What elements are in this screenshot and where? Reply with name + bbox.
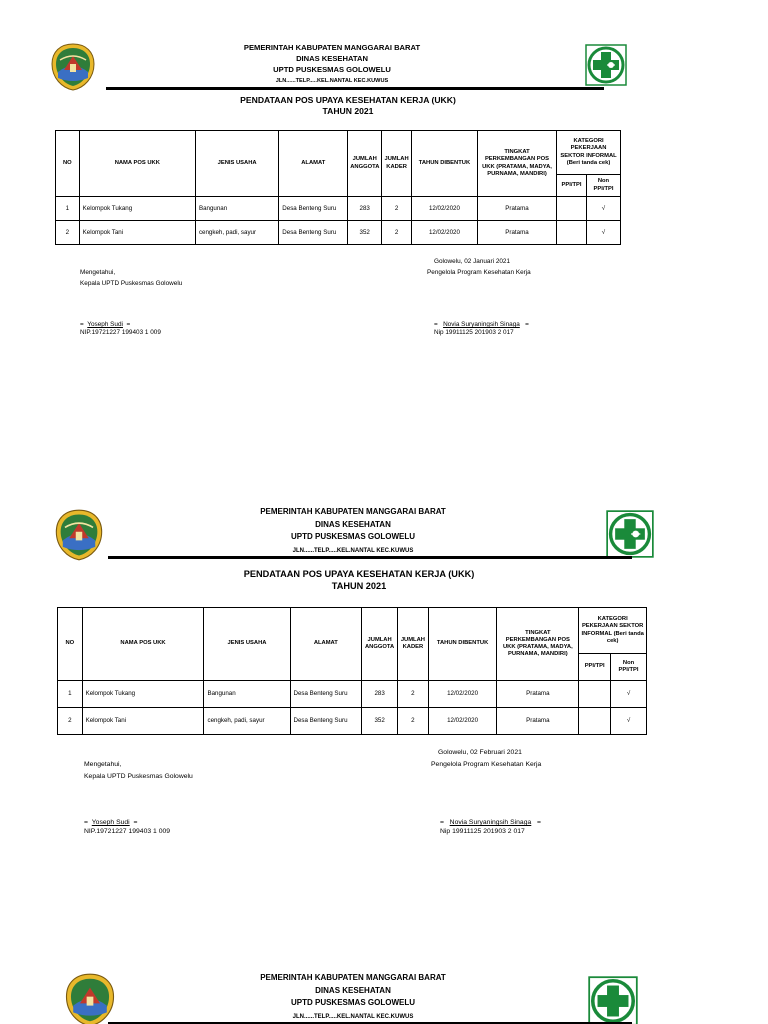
- letterhead: [214, 506, 492, 557]
- document-title: [186, 568, 532, 592]
- col-no: NO: [58, 608, 83, 681]
- mengetahui-label: Mengetahui,: [80, 269, 116, 276]
- cell-kader: 2: [382, 221, 412, 245]
- cell-tahun: 12/02/2020: [412, 197, 478, 221]
- document-title-line1: PENDATAAN POS UPAYA KESEHATAN KERJA (UKK): [240, 95, 456, 105]
- letterhead: [214, 972, 492, 1023]
- col-ppi: PPI/TPI: [557, 175, 587, 197]
- mengetahui-label: Mengetahui,: [84, 761, 122, 768]
- cell-kader: 2: [398, 708, 429, 735]
- letterhead-government: PEMERINTAH KABUPATEN MANGGARAI BARAT: [260, 507, 446, 516]
- date-place: Golowelu, 02 Februari 2021: [438, 749, 522, 756]
- ukk-table: [55, 130, 621, 245]
- col-alamat: ALAMAT: [290, 608, 362, 681]
- table-row: [58, 708, 647, 735]
- table-row: [58, 681, 647, 708]
- cell-tingkat: Pratama: [477, 221, 556, 245]
- col-kategori: KATEGORI PEKERJAAN SEKTOR INFORMAL (Beri tanda cek): [579, 608, 647, 654]
- kepala-signature-name: = Yoseph Sudi =: [84, 819, 138, 826]
- col-nama: NAMA POS UKK: [82, 608, 204, 681]
- cell-ppi: [579, 681, 611, 708]
- col-jenis: JENIS USAHA: [195, 131, 278, 197]
- cell-nonppi: √: [586, 197, 620, 221]
- document-title-line1: PENDATAAN POS UPAYA KESEHATAN KERJA (UKK): [243, 569, 475, 579]
- letterhead: [200, 42, 464, 87]
- cell-nonppi: √: [611, 681, 647, 708]
- table-header-row: [58, 608, 647, 654]
- letterhead-rule: [106, 87, 604, 90]
- pengelola-nip: Nip 19911125 201903 2 017: [434, 329, 514, 336]
- health-cross-icon: [588, 976, 638, 1024]
- cell-jenis: cengkeh, padi, sayur: [195, 221, 278, 245]
- letterhead-agency: DINAS KESEHATAN: [315, 519, 391, 529]
- kepala-signature-name: = Yoseph Sudi =: [80, 321, 131, 328]
- cell-tingkat: Pratama: [497, 708, 579, 735]
- col-nonppi: Non PPI/TPI: [611, 654, 647, 681]
- col-no: NO: [56, 131, 80, 197]
- letterhead-unit: UPTD PUSKESMAS GOLOWELU: [290, 532, 415, 541]
- cell-kader: 2: [398, 681, 429, 708]
- letterhead-unit: UPTD PUSKESMAS GOLOWELU: [273, 65, 391, 74]
- cell-tahun: 12/02/2020: [428, 708, 497, 735]
- cell-nama: Kelompok Tani: [82, 708, 204, 735]
- table-row: [56, 221, 621, 245]
- pengelola-title: Pengelola Program Kesehatan Kerja: [427, 269, 531, 276]
- cell-jenis: cengkeh, padi, sayur: [204, 708, 290, 735]
- col-anggota: JUMLAH ANGGOTA: [348, 131, 382, 197]
- col-tahun: TAHUN DIBENTUK: [412, 131, 478, 197]
- document-title-year: TAHUN 2021: [322, 106, 374, 116]
- col-kader: JUMLAH KADER: [382, 131, 412, 197]
- regency-emblem-icon: [48, 42, 98, 92]
- health-cross-icon: [585, 44, 627, 86]
- cell-tingkat: Pratama: [497, 681, 579, 708]
- cell-anggota: 283: [362, 681, 398, 708]
- kepala-title: Kepala UPTD Puskesmas Golowelu: [84, 773, 193, 780]
- cell-ppi: [557, 197, 587, 221]
- regency-emblem-icon: [52, 508, 106, 562]
- cell-jenis: Bangunan: [195, 197, 278, 221]
- col-ppi: PPI/TPI: [579, 654, 611, 681]
- ukk-table: [57, 607, 647, 735]
- cell-tingkat: Pratama: [477, 197, 556, 221]
- letterhead-address: JLN......TELP.....KEL.NANTAL KEC.KUWUS: [275, 78, 389, 84]
- cell-anggota: 283: [348, 197, 382, 221]
- regency-emblem-icon: [62, 972, 118, 1024]
- col-alamat: ALAMAT: [279, 131, 348, 197]
- cell-nonppi: √: [611, 708, 647, 735]
- cell-kader: 2: [382, 197, 412, 221]
- col-tingkat: TINGKAT PERKEMBANGAN POS UKK (PRATAMA, MADYA, PURNAMA, MANDIRI): [497, 608, 579, 681]
- letterhead-agency: DINAS KESEHATAN: [296, 54, 368, 63]
- pengelola-title: Pengelola Program Kesehatan Kerja: [431, 761, 542, 768]
- kepala-nip: NIP.19721227 199403 1 009: [84, 828, 171, 835]
- cell-no: 1: [58, 681, 83, 708]
- health-cross-icon: [606, 510, 654, 558]
- cell-anggota: 352: [348, 221, 382, 245]
- cell-alamat: Desa Benteng Suru: [279, 197, 348, 221]
- col-kategori: KATEGORI PEKERJAAN SEKTOR INFORMAL (Beri tanda cek): [557, 131, 621, 175]
- cell-no: 1: [56, 197, 80, 221]
- kepala-title: Kepala UPTD Puskesmas Golowelu: [80, 280, 183, 287]
- letterhead-address: JLN......TELP.....KEL.NANTAL KEC.KUWUS: [292, 1013, 414, 1020]
- letterhead-address: JLN......TELP.....KEL.NANTAL KEC.KUWUS: [292, 547, 414, 554]
- cell-anggota: 352: [362, 708, 398, 735]
- cell-nama: Kelompok Tukang: [82, 681, 204, 708]
- cell-jenis: Bangunan: [204, 681, 290, 708]
- col-nonppi: Non PPI/TPI: [586, 175, 620, 197]
- cell-alamat: Desa Benteng Suru: [279, 221, 348, 245]
- col-nama: NAMA POS UKK: [79, 131, 195, 197]
- col-tahun: TAHUN DIBENTUK: [428, 608, 497, 681]
- cell-no: 2: [58, 708, 83, 735]
- pengelola-signature-name: = Novia Suryaningsih Sinaga =: [440, 819, 541, 826]
- cell-no: 2: [56, 221, 80, 245]
- letterhead-unit: UPTD PUSKESMAS GOLOWELU: [290, 998, 415, 1007]
- col-tingkat: TINGKAT PERKEMBANGAN POS UKK (PRATAMA, MADYA, PURNAMA, MANDIRI): [477, 131, 556, 197]
- cell-nama: Kelompok Tani: [79, 221, 195, 245]
- cell-ppi: [557, 221, 587, 245]
- letterhead-rule: [108, 556, 632, 559]
- cell-alamat: Desa Benteng Suru: [290, 708, 362, 735]
- cell-ppi: [579, 708, 611, 735]
- table-row: [56, 197, 621, 221]
- cell-tahun: 12/02/2020: [412, 221, 478, 245]
- col-anggota: JUMLAH ANGGOTA: [362, 608, 398, 681]
- table-header-row: [56, 131, 621, 175]
- document-title: [180, 95, 516, 117]
- pengelola-nip: Nip 19911125 201903 2 017: [440, 828, 525, 835]
- pengelola-signature-name: = Novia Suryaningsih Sinaga =: [434, 321, 529, 328]
- cell-nonppi: √: [586, 221, 620, 245]
- col-jenis: JENIS USAHA: [204, 608, 290, 681]
- document-page-3: [0, 932, 768, 1024]
- document-title-year: TAHUN 2021: [331, 581, 387, 591]
- date-place: Golowelu, 02 Januari 2021: [434, 258, 511, 265]
- cell-tahun: 12/02/2020: [428, 681, 497, 708]
- col-kader: JUMLAH KADER: [398, 608, 429, 681]
- cell-alamat: Desa Benteng Suru: [290, 681, 362, 708]
- letterhead-government: PEMERINTAH KABUPATEN MANGGARAI BARAT: [260, 973, 446, 982]
- kepala-nip: NIP.19721227 199403 1 009: [80, 329, 161, 336]
- letterhead-government: PEMERINTAH KABUPATEN MANGGARAI BARAT: [243, 43, 421, 52]
- letterhead-agency: DINAS KESEHATAN: [315, 985, 391, 995]
- cell-nama: Kelompok Tukang: [79, 197, 195, 221]
